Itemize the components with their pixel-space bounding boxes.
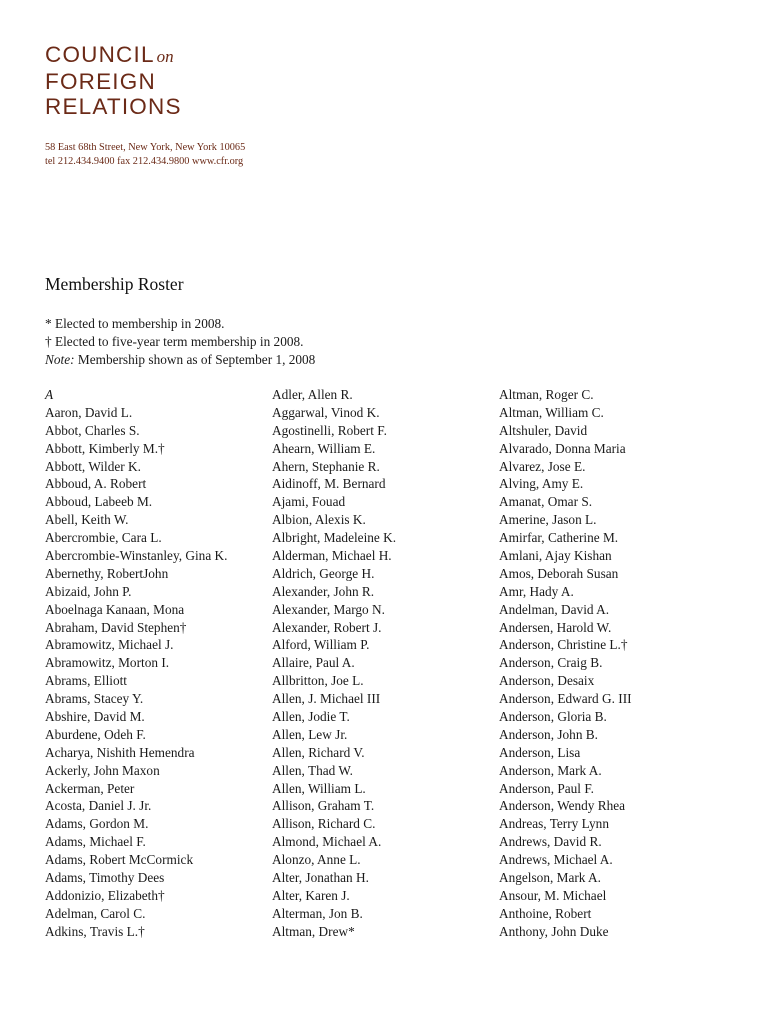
member-name: Agostinelli, Robert F. bbox=[272, 422, 387, 438]
member-name: Alexander, John R. bbox=[272, 583, 375, 599]
member-name: Amlani, Ajay Kishan bbox=[499, 548, 612, 564]
member-name: Adams, Timothy Dees bbox=[45, 870, 165, 886]
member-name: Allen, Thad W. bbox=[272, 762, 354, 778]
member-name: Albion, Alexis K. bbox=[272, 512, 366, 528]
logo-on: on bbox=[156, 47, 174, 66]
street-address: 58 East 68th Street, New York, New York 10065 bbox=[45, 142, 246, 153]
note-five-year: † Elected to five-year term membership in 2008. bbox=[45, 334, 304, 349]
member-name: Anderson, Paul F. bbox=[499, 780, 594, 796]
member-name: Abercrombie-Winstanley, Gina K. bbox=[45, 548, 228, 564]
member-name: Abbot, Charles S. bbox=[45, 422, 140, 438]
member-name: Abboud, Labeeb M. bbox=[45, 494, 153, 510]
member-name: Abrams, Stacey Y. bbox=[45, 691, 144, 707]
member-name: Anderson, Christine L.† bbox=[499, 637, 628, 653]
member-name: Allison, Richard C. bbox=[272, 816, 376, 832]
member-name: Andersen, Harold W. bbox=[499, 619, 612, 635]
member-name: Alvarado, Donna Maria bbox=[499, 440, 626, 456]
member-name: Adler, Allen R. bbox=[272, 387, 353, 402]
member-name: Allen, Jodie T. bbox=[272, 709, 350, 725]
member-name: Alterman, Jon B. bbox=[272, 905, 363, 921]
member-name: Anderson, Edward G. III bbox=[499, 691, 632, 707]
member-name: Alexander, Margo N. bbox=[272, 601, 385, 617]
member-name: Abernethy, RobertJohn bbox=[45, 565, 169, 581]
member-name: Altman, Roger C. bbox=[499, 387, 594, 402]
member-name: Abbott, Wilder K. bbox=[45, 458, 141, 474]
member-name: Anderson, Lisa bbox=[499, 744, 581, 760]
member-name: Acosta, Daniel J. Jr. bbox=[45, 798, 152, 814]
note-elected: * Elected to membership in 2008. bbox=[45, 316, 225, 331]
member-name: Adelman, Carol C. bbox=[45, 905, 146, 921]
member-name: Amr, Hady A. bbox=[499, 583, 574, 599]
member-name: Allen, Lew Jr. bbox=[272, 726, 348, 742]
member-name: Abrams, Elliott bbox=[45, 673, 127, 689]
member-name: Anderson, Craig B. bbox=[499, 655, 603, 671]
member-name: Allaire, Paul A. bbox=[272, 655, 355, 671]
member-name: Anderson, Desaix bbox=[499, 673, 595, 689]
member-name: Aidinoff, M. Bernard bbox=[272, 476, 386, 492]
member-name: Amerine, Jason L. bbox=[499, 512, 597, 528]
section-letter: A bbox=[45, 387, 54, 402]
member-name: Acharya, Nishith Hemendra bbox=[45, 744, 195, 760]
member-name: Adams, Michael F. bbox=[45, 834, 146, 850]
member-name: Andelman, David A. bbox=[499, 601, 610, 617]
note-as-of bbox=[45, 351, 315, 369]
note-label: Note: bbox=[45, 352, 75, 367]
note-text: Membership shown as of September 1, 2008 bbox=[74, 352, 316, 367]
member-name: Alford, William P. bbox=[272, 637, 370, 653]
member-name: Andrews, David R. bbox=[499, 834, 602, 850]
member-name: Anthoine, Robert bbox=[499, 905, 592, 921]
member-name: Abercrombie, Cara L. bbox=[45, 530, 162, 546]
member-name: Andrews, Michael A. bbox=[499, 852, 613, 868]
member-name: Angelson, Mark A. bbox=[499, 870, 601, 886]
member-name: Altman, William C. bbox=[499, 404, 604, 420]
member-name: Altshuler, David bbox=[499, 422, 588, 438]
member-name: Amirfar, Catherine M. bbox=[499, 530, 619, 546]
member-name: Allen, William L. bbox=[272, 780, 366, 796]
member-name: Aldrich, George H. bbox=[272, 565, 375, 581]
member-name: Abramowitz, Michael J. bbox=[45, 637, 174, 653]
page-title: Membership Roster bbox=[45, 274, 184, 294]
contact-info: tel 212.434.9400 fax 212.434.9800 www.cfr.org bbox=[45, 155, 244, 167]
member-name: Adkins, Travis L.† bbox=[45, 923, 145, 939]
member-name: Ahern, Stephanie R. bbox=[272, 458, 380, 474]
member-name: Amanat, Omar S. bbox=[499, 494, 593, 510]
member-name: Andreas, Terry Lynn bbox=[499, 816, 609, 832]
member-name: Alvarez, Jose E. bbox=[499, 458, 586, 474]
member-name: Allbritton, Joe L. bbox=[272, 673, 364, 689]
member-name: Abshire, David M. bbox=[45, 709, 145, 725]
member-name: Allen, J. Michael III bbox=[272, 691, 381, 707]
member-name: Ajami, Fouad bbox=[272, 494, 346, 510]
member-name: Ackerly, John Maxon bbox=[45, 762, 160, 778]
member-name: Adams, Robert McCormick bbox=[45, 852, 194, 868]
member-name: Aburdene, Odeh F. bbox=[45, 726, 146, 742]
member-name: Altman, Drew* bbox=[272, 923, 355, 939]
member-name: Alderman, Michael H. bbox=[272, 548, 392, 564]
roster-column-1 bbox=[45, 386, 227, 941]
member-name: Abbott, Kimberly M.† bbox=[45, 440, 165, 456]
member-name: Anderson, Wendy Rhea bbox=[499, 798, 626, 814]
member-name: Ansour, M. Michael bbox=[499, 887, 607, 903]
member-name: Ackerman, Peter bbox=[45, 780, 135, 796]
member-name: Abraham, David Stephen† bbox=[45, 619, 187, 635]
logo-line-council: COUNCIL on bbox=[45, 42, 174, 67]
member-name: Almond, Michael A. bbox=[272, 834, 382, 850]
roster-column-3 bbox=[499, 386, 632, 941]
member-name: Ahearn, William E. bbox=[272, 440, 376, 456]
logo-line-foreign: FOREIGN bbox=[45, 69, 156, 94]
roster-notes bbox=[45, 315, 315, 369]
member-name: Alving, Amy E. bbox=[499, 476, 584, 492]
member-name: Alter, Jonathan H. bbox=[272, 870, 369, 886]
member-name: Allison, Graham T. bbox=[272, 798, 375, 814]
member-name: Anderson, Mark A. bbox=[499, 762, 602, 778]
member-name: Anderson, John B. bbox=[499, 726, 598, 742]
member-name: Aggarwal, Vinod K. bbox=[272, 404, 380, 420]
member-name: Aaron, David L. bbox=[45, 404, 133, 420]
member-name: Addonizio, Elizabeth† bbox=[45, 887, 165, 903]
member-name: Abell, Keith W. bbox=[45, 512, 129, 528]
member-name: Alter, Karen J. bbox=[272, 887, 350, 903]
member-name: Aboelnaga Kanaan, Mona bbox=[45, 601, 185, 617]
member-name: Abboud, A. Robert bbox=[45, 476, 147, 492]
member-name: Abramowitz, Morton I. bbox=[45, 655, 170, 671]
letterhead-address bbox=[45, 141, 245, 168]
member-name: Anderson, Gloria B. bbox=[499, 709, 607, 725]
member-name: Adams, Gordon M. bbox=[45, 816, 149, 832]
roster-column-2 bbox=[272, 386, 396, 941]
member-name: Amos, Deborah Susan bbox=[499, 565, 619, 581]
logo-line-relations: RELATIONS bbox=[45, 94, 182, 119]
member-name: Alonzo, Anne L. bbox=[272, 852, 361, 868]
member-name: Anthony, John Duke bbox=[499, 923, 609, 939]
cfr-logo bbox=[45, 42, 182, 119]
member-name: Alexander, Robert J. bbox=[272, 619, 382, 635]
member-name: Abizaid, John P. bbox=[45, 583, 132, 599]
member-name: Allen, Richard V. bbox=[272, 744, 365, 760]
member-name: Albright, Madeleine K. bbox=[272, 530, 397, 546]
